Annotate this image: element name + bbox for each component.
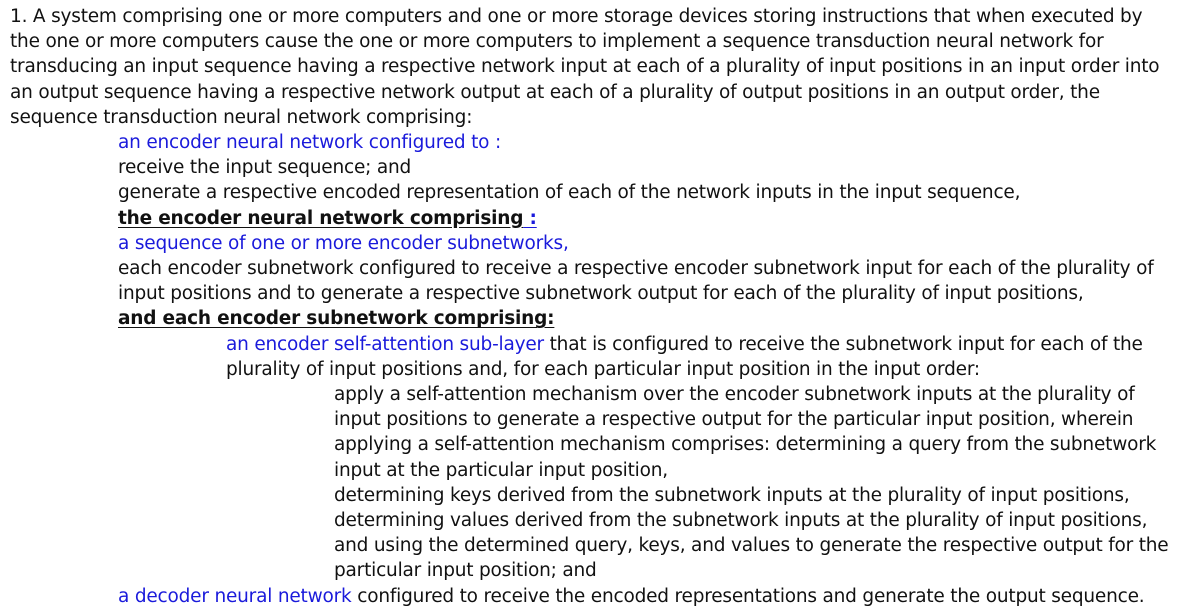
self-attention-desc: that is configured to receive the subnetwork input for each of the plurality of input positions and, for each particular input position in the input order:	[226, 333, 1143, 380]
subnetwork-desc: each encoder subnetwork configured to receive a respective encoder subnetwork input for each of the plurality of input positions and to generate a respective subnetwork output for each of the plurality of input positions,	[118, 258, 1154, 305]
self-attention-label: an encoder self-attention sub-layer	[226, 333, 544, 355]
claim-intro: 1. A system comprising one or more computers and one or more storage devices storing instructions that when executed by the one or more computers cause the one or more computers to implement a sequence transduction neural network for transducing an input sequence having a respective network input at each of a plurality of input positions in an input order into an output sequence having a respective network output at each of a plurality of output positions in an output order, the sequence transduction neural network comprising:	[10, 6, 1160, 128]
decoder-line	[118, 584, 1171, 609]
apply-step: apply a self-attention mechanism over the encoder subnetwork inputs at the plurality of input positions to generate a respective output for the particular input position, wherein applying a self-attention mechanism comprises: determining a query from the subnetwork input at the particular input position,	[334, 384, 1157, 481]
subnetworks-label: a sequence of one or more encoder subnetworks,	[118, 232, 569, 254]
encoder-generate: generate a respective encoded representation of each of the network inputs in the input sequence,	[118, 182, 1021, 204]
encoder-comprising: the encoder neural network comprising	[118, 207, 524, 229]
encoder-comprising-colon: :	[523, 207, 537, 229]
self-attention-line	[226, 332, 1171, 382]
encoder-receive: receive the input sequence; and	[118, 157, 412, 179]
encoder-label: an encoder neural network configured to :	[118, 132, 501, 154]
values-step: determining values derived from the subnetwork inputs at the plurality of input positions,	[334, 510, 1148, 532]
subnetwork-comprising: and each encoder subnetwork comprising:	[118, 308, 555, 330]
using-step: and using the determined query, keys, and values to generate the respective output for the particular input position; and	[334, 535, 1169, 582]
keys-step: determining keys derived from the subnetwork inputs at the plurality of input positions,	[334, 484, 1130, 506]
decoder-desc: configured to receive the encoded representations and generate the output sequence.	[351, 585, 1145, 607]
decoder-label: a decoder neural network	[118, 585, 352, 607]
encoder-comprising-line	[118, 206, 1171, 231]
